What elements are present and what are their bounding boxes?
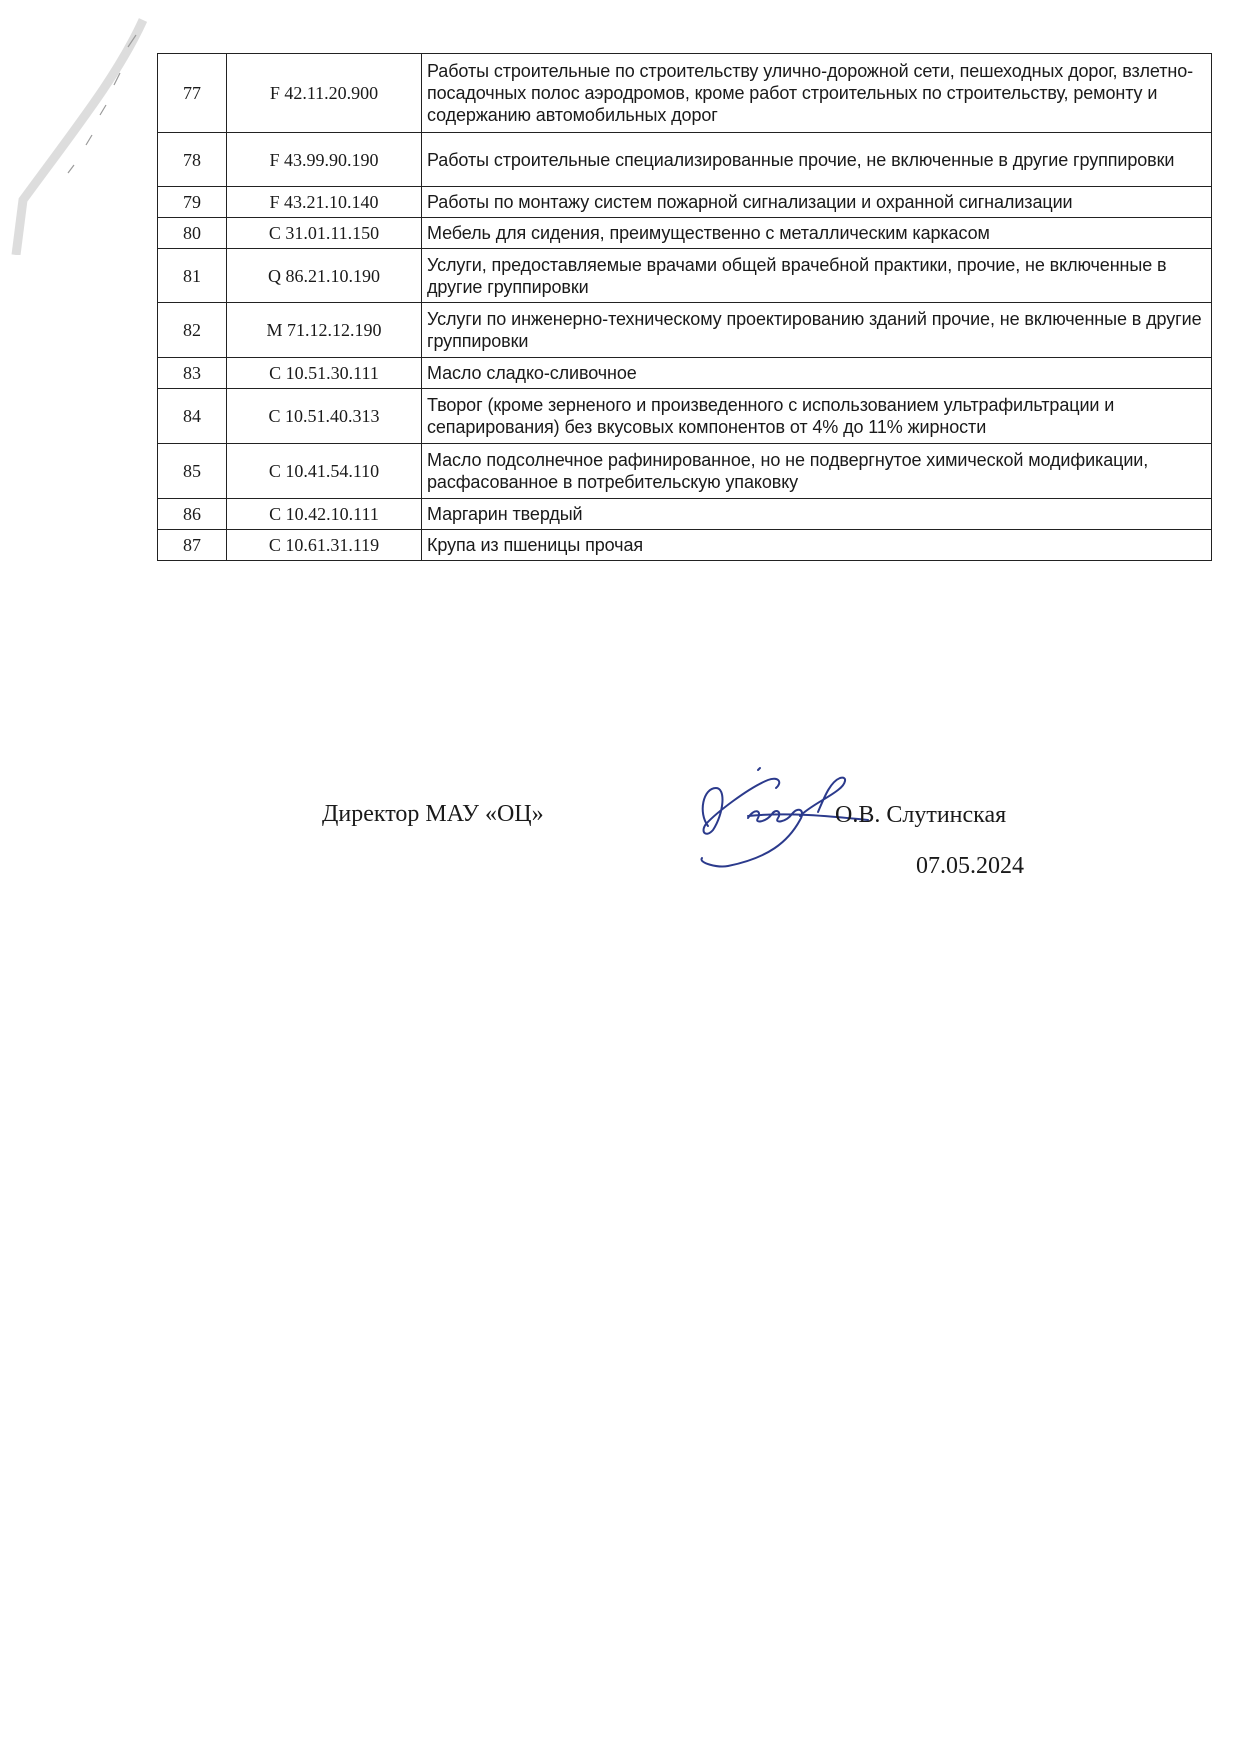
row-number: 82 <box>158 303 227 358</box>
row-code: C 10.51.40.313 <box>227 389 422 444</box>
row-number: 83 <box>158 358 227 389</box>
row-code: C 10.41.54.110 <box>227 444 422 499</box>
table-row <box>158 133 1212 187</box>
row-description: Масло подсолнечное рафинированное, но не подвергнутое химической модификации, расфасованное в потребительскую упаковку <box>422 444 1212 499</box>
table-row <box>158 54 1212 133</box>
row-number: 84 <box>158 389 227 444</box>
row-description: Услуги, предоставляемые врачами общей врачебной практики, прочие, не включенные в другие группировки <box>422 249 1212 303</box>
row-code: F 43.21.10.140 <box>227 187 422 218</box>
row-code: Q 86.21.10.190 <box>227 249 422 303</box>
row-description: Работы строительные по строительству улично-дорожной сети, пешеходных дорог, взлетно-посадочных полос аэродромов, кроме работ строительных по строительству, ремонту и содержанию автомобильных дорог <box>422 54 1212 133</box>
scan-edge-shadow <box>8 15 148 255</box>
row-description: Крупа из пшеницы прочая <box>422 530 1212 561</box>
codes-table <box>157 53 1212 561</box>
row-number: 79 <box>158 187 227 218</box>
codes-table-body <box>158 54 1212 561</box>
row-description: Мебель для сидения, преимущественно с металлическим каркасом <box>422 218 1212 249</box>
table-row <box>158 444 1212 499</box>
row-description: Работы по монтажу систем пожарной сигнализации и охранной сигнализации <box>422 187 1212 218</box>
row-number: 87 <box>158 530 227 561</box>
row-number: 86 <box>158 499 227 530</box>
row-code: F 42.11.20.900 <box>227 54 422 133</box>
signature-date: 07.05.2024 <box>916 853 1024 879</box>
row-description: Масло сладко-сливочное <box>422 358 1212 389</box>
signer-name: О.В. Слутинская <box>835 802 1007 828</box>
table-row <box>158 530 1212 561</box>
row-code: M 71.12.12.190 <box>227 303 422 358</box>
row-description: Услуги по инженерно-техническому проектированию зданий прочие, не включенные в другие группировки <box>422 303 1212 358</box>
table-row <box>158 218 1212 249</box>
row-number: 81 <box>158 249 227 303</box>
row-code: C 31.01.11.150 <box>227 218 422 249</box>
row-description: Творог (кроме зерненого и произведенного с использованием ультрафильтрации и сепарирования) без вкусовых компонентов от 4% до 11% жирности <box>422 389 1212 444</box>
row-number: 78 <box>158 133 227 187</box>
table-row <box>158 187 1212 218</box>
row-code: C 10.42.10.111 <box>227 499 422 530</box>
row-number: 80 <box>158 218 227 249</box>
table-row <box>158 499 1212 530</box>
row-code: F 43.99.90.190 <box>227 133 422 187</box>
row-description: Работы строительные специализированные прочие, не включенные в другие группировки <box>422 133 1212 187</box>
row-number: 77 <box>158 54 227 133</box>
row-code: C 10.51.30.111 <box>227 358 422 389</box>
row-description: Маргарин твердый <box>422 499 1212 530</box>
table-row <box>158 389 1212 444</box>
row-code: C 10.61.31.119 <box>227 530 422 561</box>
table-row <box>158 303 1212 358</box>
director-title: Директор МАУ «ОЦ» <box>322 801 544 827</box>
table-row <box>158 249 1212 303</box>
table-row <box>158 358 1212 389</box>
row-number: 85 <box>158 444 227 499</box>
